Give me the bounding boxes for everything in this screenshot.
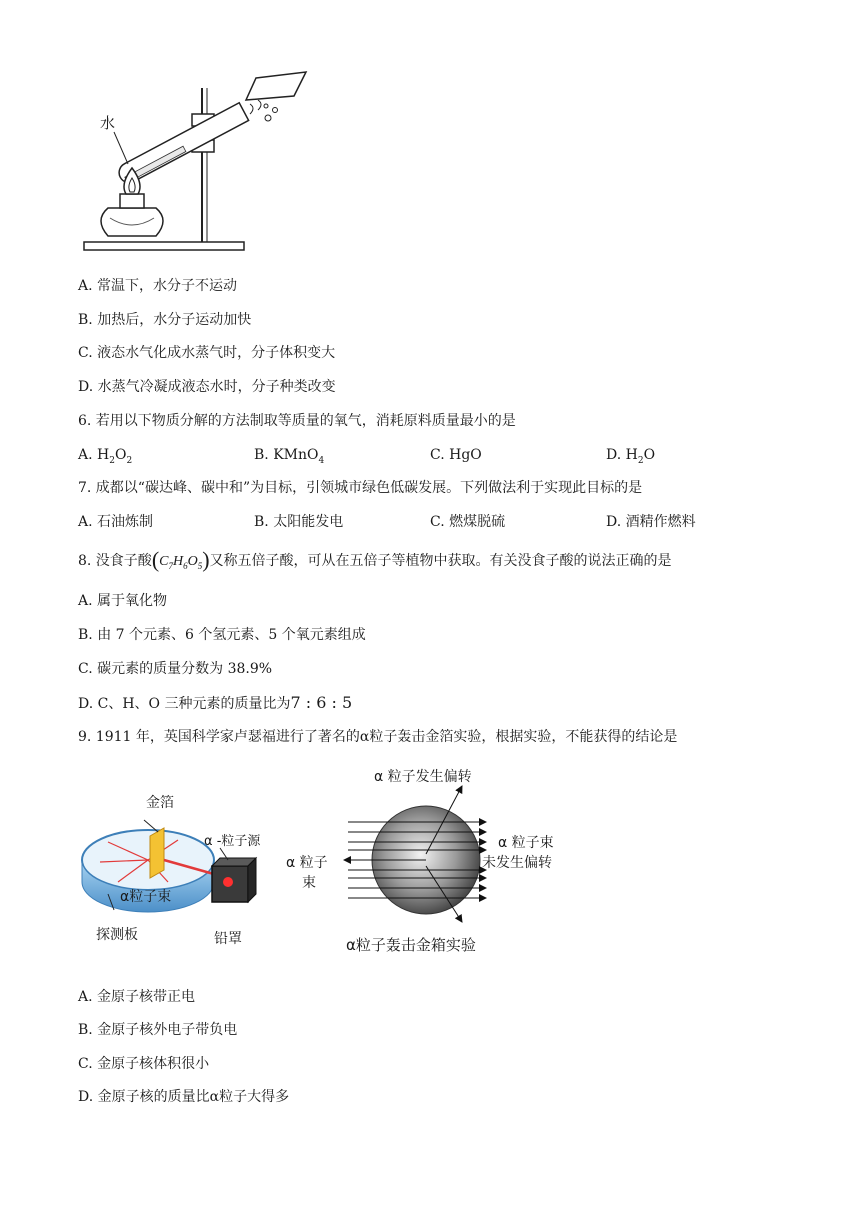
q7-option-c: C. 燃煤脱硫 — [430, 514, 506, 530]
q6-option-c: C. HgO — [430, 447, 482, 463]
detector-label: 探测板 — [96, 927, 138, 943]
q6-option-d: D. $H_2O$ — [606, 447, 656, 466]
deflected-label: α 粒子发生偏转 — [374, 769, 472, 785]
undeflected-label-line2: 未发生偏转 — [482, 855, 552, 871]
q9-option-a: A. 金原子核带正电 — [78, 989, 196, 1005]
q5-option-d: D. 水蒸气冷凝成液态水时，分子种类改变 — [78, 379, 336, 395]
heating-apparatus-figure — [80, 68, 310, 258]
q9-option-b: B. 金原子核外电子带负电 — [78, 1022, 238, 1038]
q8-option-a: A. 属于氧化物 — [78, 593, 168, 609]
scattering-caption: α粒子轰击金箱实验 — [346, 936, 476, 954]
q6-stem: 6. 若用以下物质分解的方法制取等质量的氧气，消耗原料质量最小的是 — [78, 413, 516, 429]
q5-option-c: C. 液态水气化成水蒸气时，分子体积变大 — [78, 345, 336, 361]
gallic-acid-formula: $(C_7H_6O_5)$ — [151, 547, 210, 572]
q9-stem: 9. 1911 年，英国科学家卢瑟福进行了著名的α粒子轰击金箔实验，根据实验，不能获得的结论是 — [78, 729, 678, 745]
q5-option-a: A. 常温下，水分子不运动 — [78, 278, 238, 294]
lead-shield-label: 铅罩 — [214, 931, 242, 947]
heating-apparatus-drawing — [80, 68, 310, 258]
left-beam-label-line2: 束 — [302, 875, 316, 891]
q7-stem: 7. 成都以“碳达峰、碳中和”为目标，引领城市绿色低碳发展。下列做法利于实现此目标的是 — [78, 480, 643, 496]
left-beam-label-line1: α 粒子 — [286, 855, 328, 871]
q5-option-b: B. 加热后，水分子运动加快 — [78, 312, 252, 328]
alpha-source-label: α -粒子源 — [204, 834, 261, 849]
q6-option-b: B. KMnO$_4$ — [254, 447, 325, 466]
q7-option-d: D. 酒精作燃料 — [606, 514, 696, 530]
scattering-diagram — [286, 762, 576, 962]
q7-option-a: A. 石油炼制 — [78, 514, 154, 530]
q8-option-b: B. 由 7 个元素、6 个氢元素、5 个氧元素组成 — [78, 627, 366, 643]
q9-option-c: C. 金原子核体积很小 — [78, 1056, 210, 1072]
q7-option-b: B. 太阳能发电 — [254, 514, 344, 530]
alpha-beam-label: α粒子束 — [120, 889, 172, 905]
rutherford-apparatus-figure — [78, 790, 298, 950]
q8-option-c: C. 碳元素的质量分数为 38.9% — [78, 661, 273, 677]
q8-option-d: D. C、H、O 三种元素的质量比为7 : 6 : 5 — [78, 693, 353, 712]
q8-stem: 8. 没食子酸$(C_7H_6O_5)$又称五倍子酸，可从在五倍子等植物中获取。有关没食子酸的说法正确的是 — [78, 547, 672, 572]
q6-option-a: A. $H_2O_2$ — [78, 447, 133, 466]
undeflected-label-line1: α 粒子束 — [498, 835, 554, 851]
gold-foil-label: 金箔 — [146, 795, 174, 811]
q9-option-d: D. 金原子核的质量比α粒子大得多 — [78, 1089, 290, 1105]
water-label: 水 — [100, 114, 116, 132]
